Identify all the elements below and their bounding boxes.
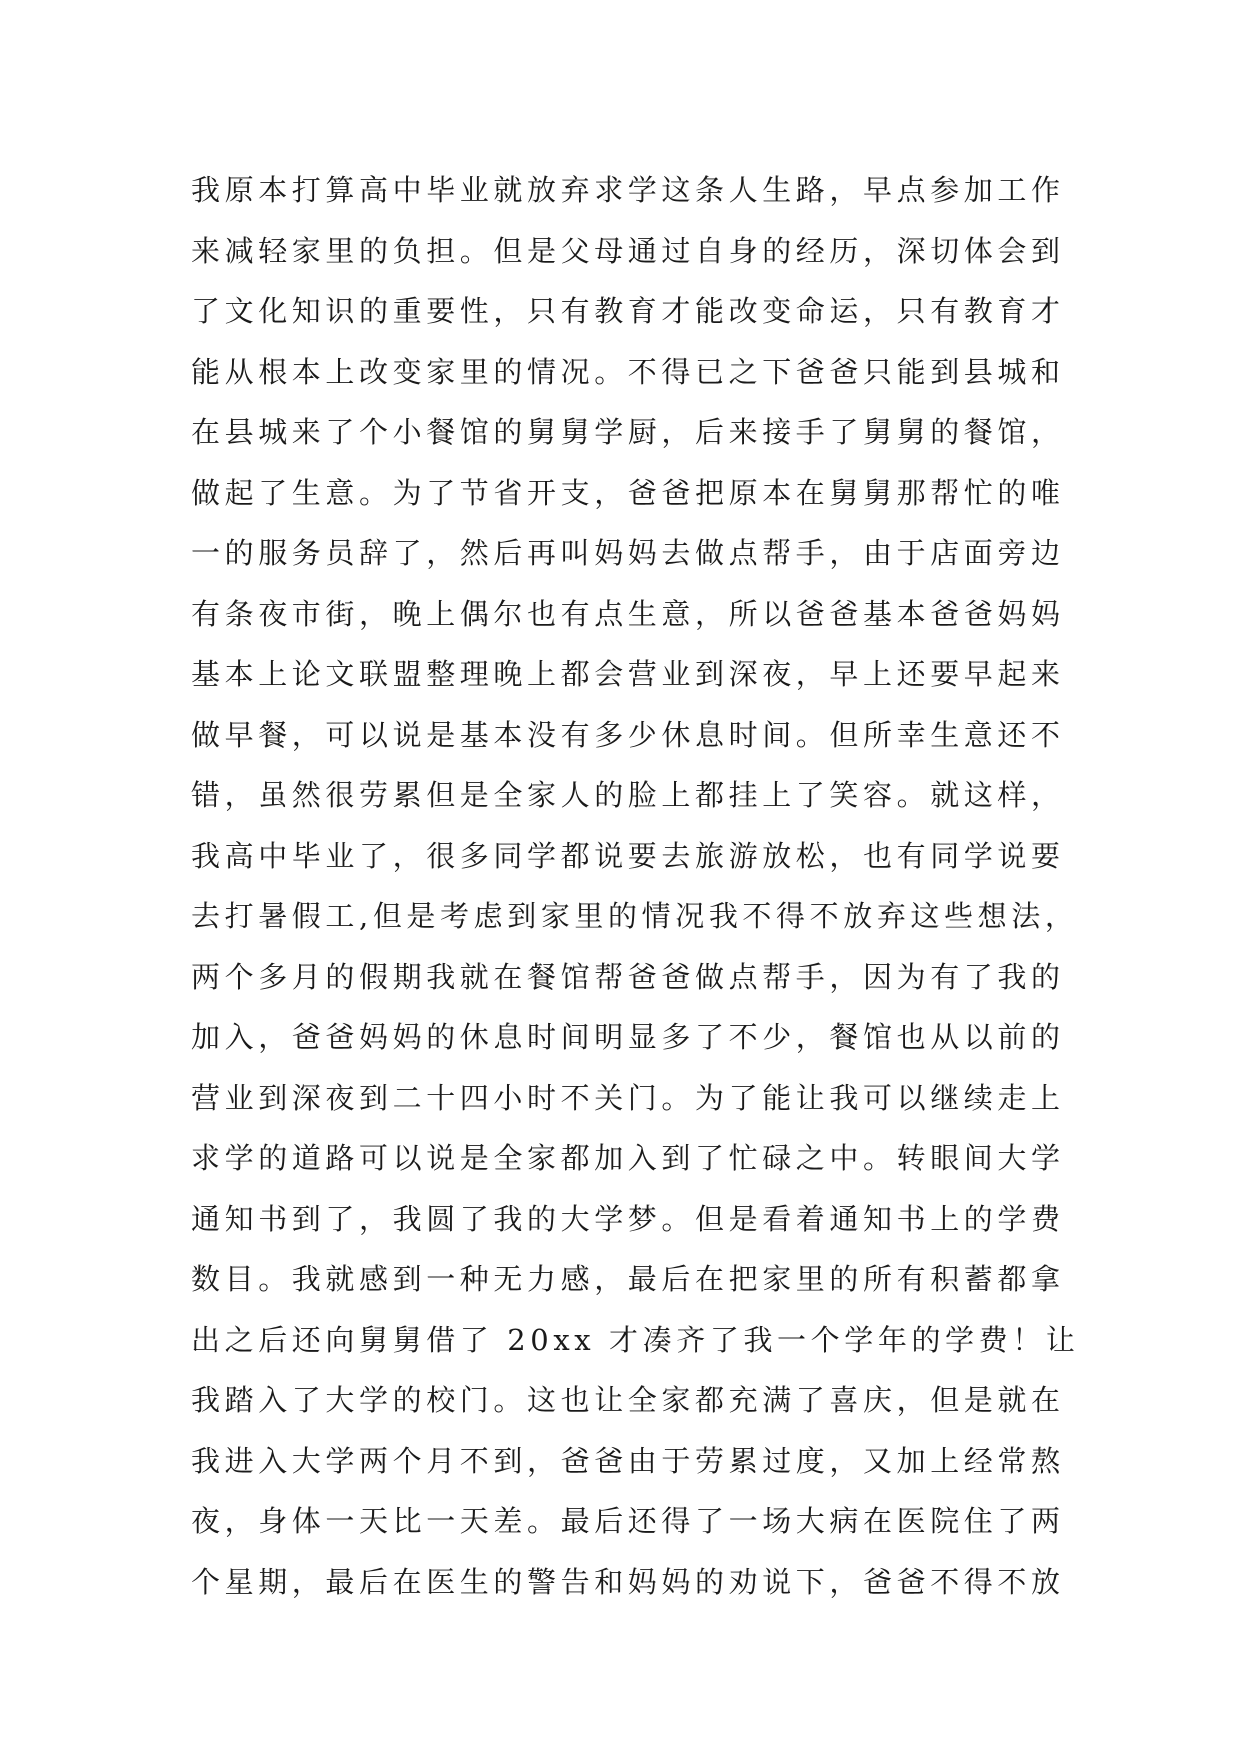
text-line: 来减轻家里的负担。但是父母通过自身的经历，深切体会到 xyxy=(191,233,1065,268)
text-line: 我原本打算高中毕业就放弃求学这条人生路，早点参加工作 xyxy=(191,173,1065,207)
text-line: 我踏入了大学的校门。这也让全家都充满了喜庆，但是就在 xyxy=(191,1383,1065,1417)
text-line: 夜，身体一天比一天差。最后还得了一场大病在医院住了两 xyxy=(191,1504,1065,1538)
text-line: 两个多月的假期我就在餐馆帮爸爸做点帮手，因为有了我的 xyxy=(191,959,1065,994)
text-line: 个星期，最后在医生的警告和妈妈的劝说下，爸爸不得不放 xyxy=(191,1564,1065,1599)
text-line: 错，虽然很劳累但是全家人的脸上都挂上了笑容。就这样， xyxy=(191,778,1065,812)
text-line: 数目。我就感到一种无力感，最后在把家里的所有积蓄都拿 xyxy=(191,1262,1065,1296)
text-line: 去打暑假工,但是考虑到家里的情况我不得不放弃这些想法， xyxy=(191,899,1079,933)
text-line: 加入，爸爸妈妈的休息时间明显多了不少，餐馆也从以前的 xyxy=(191,1020,1065,1054)
text-line: 基本上论文联盟整理晚上都会营业到深夜，早上还要早起来 xyxy=(191,657,1065,691)
text-line: 我进入大学两个月不到，爸爸由于劳累过度，又加上经常熬 xyxy=(191,1443,1065,1478)
text-line: 做起了生意。为了节省开支，爸爸把原本在舅舅那帮忙的唯 xyxy=(191,475,1065,510)
text-line: 营业到深夜到二十四小时不关门。为了能让我可以继续走上 xyxy=(191,1080,1065,1115)
text-line: 一的服务员辞了，然后再叫妈妈去做点帮手，由于店面旁边 xyxy=(191,536,1065,570)
text-line: 做早餐，可以说是基本没有多少休息时间。但所幸生意还不 xyxy=(191,717,1065,752)
body-text xyxy=(191,160,1080,1612)
text-line: 在县城来了个小餐馆的舅舅学厨，后来接手了舅舅的餐馆， xyxy=(191,415,1065,449)
text-line: 我高中毕业了，很多同学都说要去旅游放松，也有同学说要 xyxy=(191,838,1065,873)
text-line: 求学的道路可以说是全家都加入到了忙碌之中。转眼间大学 xyxy=(191,1141,1065,1175)
text-line: 有条夜市街，晚上偶尔也有点生意，所以爸爸基本爸爸妈妈 xyxy=(191,596,1065,631)
text-line: 出之后还向舅舅借了 20xx 才凑齐了我一个学年的学费！让 xyxy=(191,1322,1080,1357)
text-line: 通知书到了，我圆了我的大学梦。但是看着通知书上的学费 xyxy=(191,1201,1065,1236)
text-line: 了文化知识的重要性，只有教育才能改变命运，只有教育才 xyxy=(191,294,1065,328)
text-line: 能从根本上改变家里的情况。不得已之下爸爸只能到县城和 xyxy=(191,354,1065,389)
